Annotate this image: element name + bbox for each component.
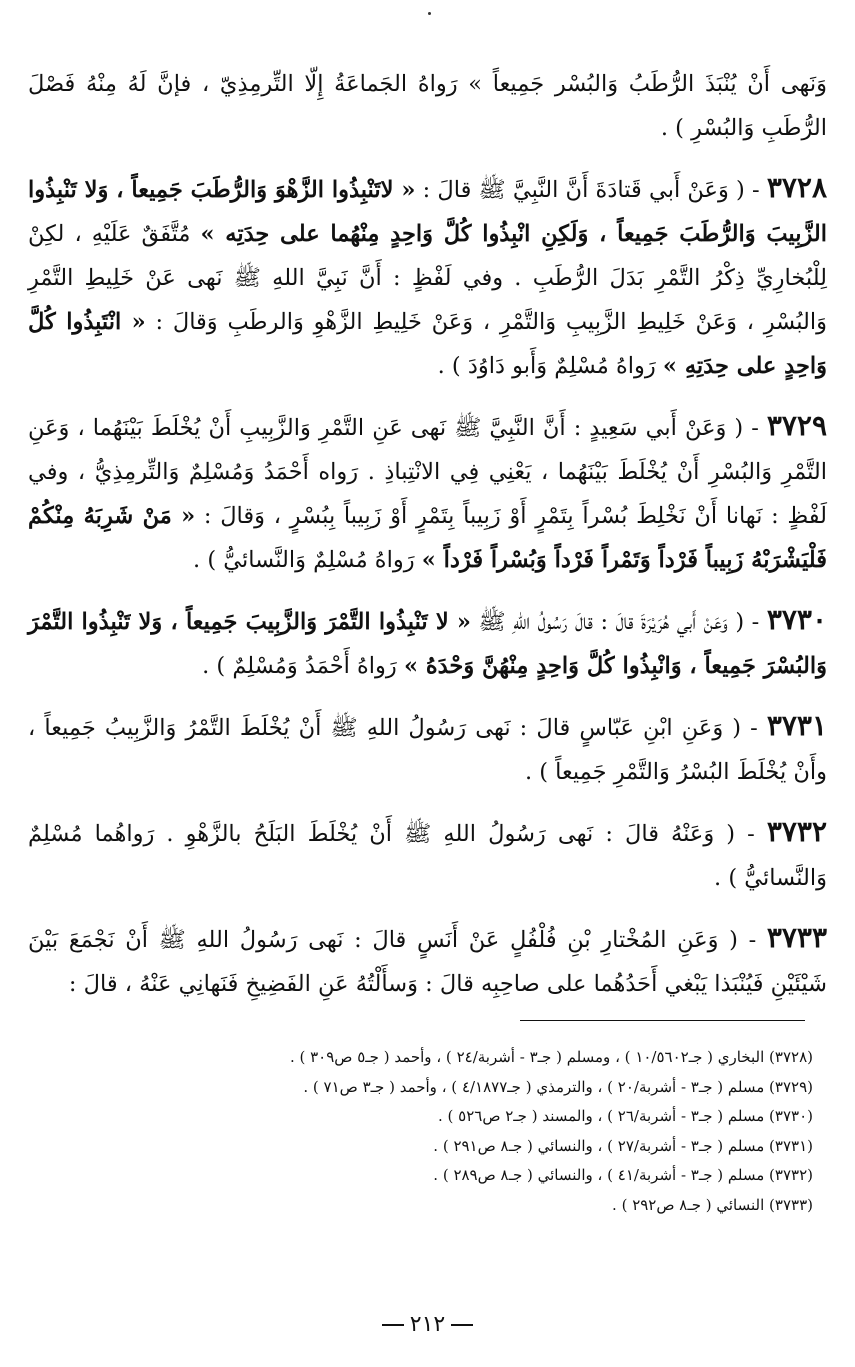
- hadith-quote: « لاتَنْبِذُوا الزَّهْوَ وَالرُّطَبَ جَمِيعاً ، وَلا تَنْبِذُوا الزَّبِيبَ وَالرُّطَبَ جَمِيعاً ، وَلَكِنِ انْبِذُوا كُلَّ وَاحِدٍ مِنْهُما على حِدَتِه »: [28, 177, 827, 247]
- hadith-lead: - ( وَعَنْهُ قالَ : نَهى رَسُولُ اللهِ ﷺ أَنْ يُخْلَطَ البَلَحُ بالزَّهْوِ . رَواهُما مُسْلِمٌ وَالنَّسائيُّ ) .: [28, 821, 827, 891]
- hadith-3729: [28, 404, 827, 582]
- footnote-item: (٣٧٢٨) البخاري ( جـ١٠/٥٦٠٢ ) ، ومسلم ( جـ٣ - أشربة/٢٤ ) ، وأحمد ( جـ٥ ص٣٠٩ ) .: [289, 1048, 813, 1066]
- hadith-quote: « مَنْ شَرِبَهُ مِنْكُمْ فَلْيَشْرَبْهُ زَبِيباً فَرْداً وَتَمْراً فَرْداً وَبُسْراً فَرْداً »: [28, 503, 827, 573]
- footnote-divider: [520, 1020, 805, 1021]
- hadith-lead: - ( وَعَنْ أَبي قَتادَةَ أَنَّ النَّبِيَّ ﷺ قالَ :: [415, 177, 767, 203]
- footnote-item: (٣٧٢٩) مسلم ( جـ٣ - أشربة/٢٠ ) ، والترمذي ( جـ٤/١٨٧٧ ) ، وأحمد ( جـ٣ ص٧١ ) .: [303, 1077, 813, 1096]
- hadith-number: ٣٧٢٩: [766, 409, 827, 442]
- hadith-lead: - ( وَعَنِ المُخْتارِ بْنِ فُلْفُلٍ عَنْ أَنَسٍ قالَ : نَهى رَسُولُ اللهِ ﷺ أَنْ نَجْمَعَ بَيْنَ شَيْئَيْنِ فَيُنْبَذا يَبْغي أَحَدُهُما على صاحِبِه قالَ : وَسأَلْتُهُ عَنِ الفَضِيخِ فَنَهانِي عَنْهُ ، قالَ :: [28, 927, 827, 997]
- hadith-3728: [28, 166, 827, 388]
- hadith-tail: رَواهُ مُسْلِمٌ وَأَبو دَاوُدَ ) .: [437, 353, 663, 379]
- scan-speck: [428, 12, 431, 15]
- hadith-quote-2: « انْتَبِذُوا كُلَّ وَاحِدٍ على حِدَتِهِ »: [28, 309, 827, 379]
- hadith-lead: - ( وَعَنْ أَبي سَعِيدٍ : أَنَّ النَّبِيَّ ﷺ نَهى عَنِ التَّمْرِ وَالزَّبِيبِ أَنْ يُخْلَطَ بَيْنَهُما ، وَعَنِ التَّمْرِ وَالبُسْرِ أَنْ يُخْلَطَ بَيْنَهُما ، يَعْنِي فِي الانْتِباذِ . رَواه أَحْمَدُ وَمُسْلِمٌ وَالتِّرمِذِيُّ ، وفي لَفْظٍ : نَهانا أَنْ نَخْلِطَ بُسْراً بِتَمْرٍ أَوْ زَبِيباً بِتَمْرٍ أَوْ زَبِيباً بِبُسْرٍ ، وَقالَ :: [28, 415, 828, 529]
- folio-dash-right: [451, 1324, 473, 1326]
- hadith-text: رَواهُ أَحْمَدُ وَمُسْلِمٌ ) .: [202, 653, 404, 679]
- hadith-number: ٣٧٢٨: [766, 171, 827, 204]
- hadith-3732: [28, 810, 827, 900]
- hadith-text: مُتَّفَقٌ عَلَيْهِ ، لكِنْ لِلْبُخارِيِّ ذِكْرُ التَّمْرِ بَدَلَ الرُّطَبِ . وفي لَفْظٍ : أَنَّ نَبِيَّ اللهِ ﷺ نَهى عَنْ خَلِيطِ التَّمْرِ وَالبُسْرِ ، وَعَنْ خَلِيطِ الزَّبِيبِ وَالتَّمْرِ ، وَعَنْ خَلِيطِ الزَّهْوِ وَالرطَبِ وَقالَ :: [28, 221, 827, 335]
- footnote-item: (٣٧٣١) مسلم ( جـ٣ - أشربة/٢٧ ) ، والنسائي ( جـ٨ ص٢٩١ ) .: [433, 1136, 813, 1155]
- hadith-number: ٣٧٣١: [766, 709, 827, 742]
- hadith-3733: [28, 916, 827, 1006]
- hadith-lead: - ( وَعَنْ أَبي هُرَيْرَةَ قالَ : قالَ رَسُولُ اللهِ ﷺ: [470, 609, 767, 635]
- hadith-text: رَواهُ مُسْلِمٌ وَالنَّسائيُّ ) .: [193, 547, 422, 573]
- hadith-number: ٣٧٣٣: [766, 921, 827, 954]
- hadith-number: ٣٧٣٢: [766, 815, 827, 848]
- hadith-3730: [28, 598, 827, 688]
- footnote-item: (٣٧٣٠) مسلم ( جـ٣ - أشربة/٢٦ ) ، والمسند ( جـ٢ ص٥٢٦ ) .: [437, 1107, 813, 1125]
- page-number: ٢١٢: [409, 1312, 446, 1337]
- hadith-lead: - ( وَعَنِ ابْنِ عَبّاسٍ قالَ : نَهى رَسُولُ اللهِ ﷺ أَنْ يُخْلَطَ التَّمْرُ وَالزَّبِيبُ جَمِيعاً ، وأَنْ يُخْلَطَ البُسْرُ وَالتَّمْرِ جَمِيعاً ) .: [28, 715, 827, 785]
- page-number-footer: [0, 1312, 855, 1337]
- paragraph-text: وَنَهى أَنْ يُنْبَذَ الرُّطَبُ وَالبُسْر جَمِيعاً » رَواهُ الجَماعَةُ إِلّا التِّرمِذِيّ ، فإنَّ لَهُ مِنْهُ فَصْلَ الرُّطَبِ وَالبُسْرِ ) .: [28, 71, 827, 141]
- folio-dash-left: [382, 1324, 404, 1326]
- hadith-3731: [28, 704, 827, 794]
- footnotes: [28, 1043, 813, 1220]
- hadith-number: ٣٧٣٠: [766, 603, 827, 636]
- footnote-item: (٣٧٣٢) مسلم ( جـ٣ - أشربة/٤١ ) ، والنسائي ( جـ٨ ص٢٨٩ ) .: [433, 1166, 813, 1184]
- footnote-item: (٣٧٣٣) النسائي ( جـ٨ ص٢٩٢ ) .: [612, 1195, 813, 1214]
- hadith-quote: « لا تَنْبِذُوا التَّمْرَ وَالزَّبِيبَ جَمِيعاً ، وَلا تَنْبِذُوا التَّمْرَ وَالبُسْرَ جَمِيعاً ، وَانْبِذُوا كُلَّ وَاحِدٍ مِنْهُنَّ وَحْدَهُ »: [28, 609, 827, 679]
- paragraph-continuation: [28, 62, 827, 150]
- main-text: [28, 62, 827, 1022]
